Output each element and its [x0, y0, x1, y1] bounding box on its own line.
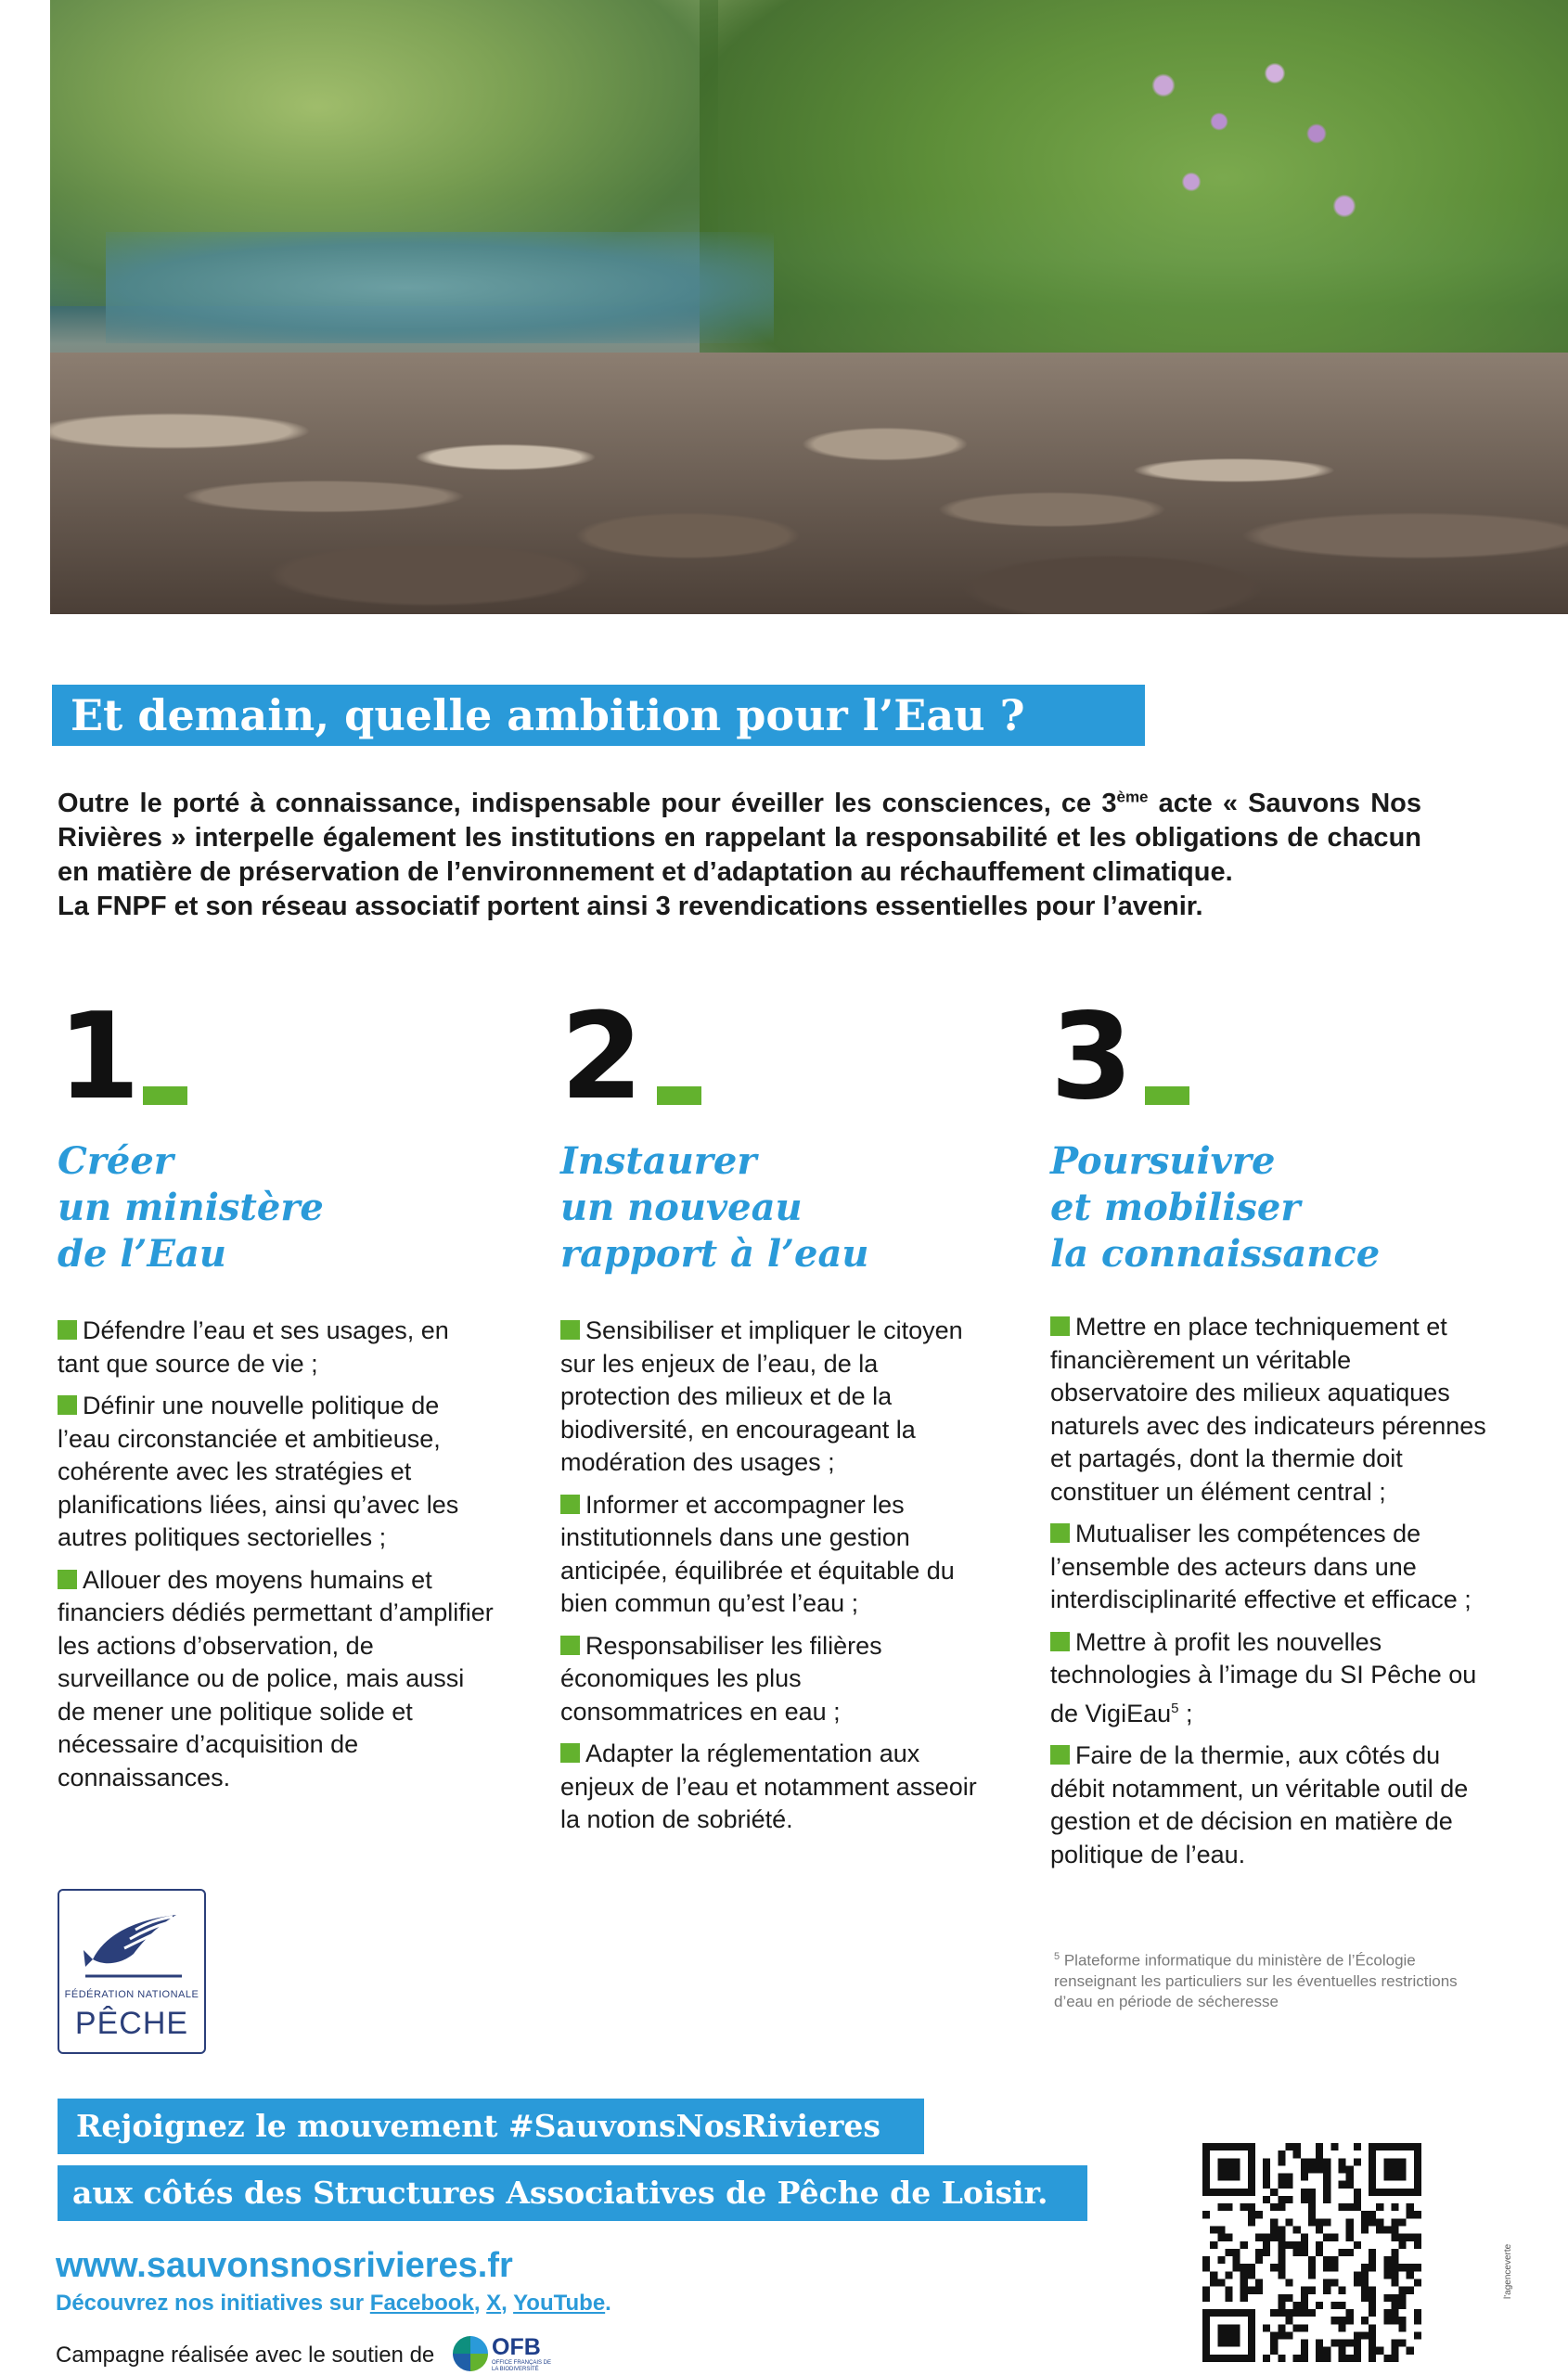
- green-dash: [1145, 1086, 1189, 1105]
- list-item: [560, 1738, 987, 1837]
- intro-text: [58, 787, 1421, 924]
- demand-title: [560, 1138, 987, 1277]
- demand-list: [1050, 1311, 1486, 1871]
- qr-code-icon: [1202, 2143, 1421, 2362]
- green-square-bullet: [1050, 1316, 1070, 1336]
- footnote: [1054, 1946, 1490, 2012]
- green-square-bullet: [1050, 1523, 1070, 1543]
- river-stones: [50, 353, 1568, 614]
- green-dash: [657, 1086, 701, 1105]
- list-item-text: Responsabiliser les filières économiques les plus consommatrices en eau ;: [560, 1631, 882, 1726]
- demand-list: [58, 1315, 494, 1794]
- intro-p1-a: Outre le porté à connaissance, indispensable pour éveiller les consciences, ce 3: [58, 789, 1117, 818]
- flowers: [1108, 37, 1386, 278]
- footnote-text: Plateforme informatique du ministère de l’Écologie renseignant les particuliers sur les éventuelles restrictions d’eau en période de sécheresse: [1054, 1951, 1458, 2010]
- list-item-text: Allouer des moyens humains et financiers dédiés permettant d’amplifier les actions d’observation, de surveillance ou de police, mais aussi de mener une politique solide et nécessaire d’acquisition de connaissances.: [58, 1565, 494, 1791]
- number-text: 3: [1050, 988, 1132, 1126]
- list-item-text: Mettre à profit les nouvelles technologies à l’image du SI Pêche ou de VigiEau: [1050, 1627, 1477, 1727]
- demand-column-1: [58, 988, 494, 1804]
- social-suffix: .: [605, 2291, 611, 2316]
- intro-p1-b: acte « Sauvons Nos Rivières » interpelle également les institutions en rappelant la responsabilité et les obligations de chacun en matière de préservation de l’environnement et d’adaptation au réchauffement climatique.: [58, 789, 1422, 887]
- demand-column-3: [1050, 988, 1486, 1881]
- intro-paragraph-1: [58, 787, 1421, 890]
- green-square-bullet: [560, 1743, 580, 1763]
- logo-line-1: FÉDÉRATION NATIONALE: [64, 1989, 199, 2000]
- social-prefix: Découvrez nos initiatives sur: [56, 2291, 370, 2316]
- social-line: [56, 2290, 611, 2317]
- separator: ,: [473, 2291, 487, 2316]
- section-heading: Et demain, quelle ambition pour l’Eau ?: [52, 685, 1145, 746]
- title-line: un ministère: [58, 1186, 324, 1229]
- ofb-subtitle: OFFICE FRANÇAIS DE LA BIODIVERSITÉ: [492, 2360, 552, 2372]
- title-line: Poursuivre: [1050, 1139, 1276, 1183]
- title-line: de l’Eau: [58, 1232, 226, 1276]
- x-link[interactable]: X: [486, 2291, 502, 2316]
- title-line: la connaissance: [1050, 1232, 1381, 1276]
- green-square-bullet: [58, 1570, 77, 1589]
- demand-title: [58, 1138, 494, 1277]
- number-text: 2: [560, 988, 642, 1126]
- demand-list: [560, 1315, 987, 1837]
- list-item: [1050, 1626, 1486, 1731]
- footnote-ref: 5: [1171, 1700, 1179, 1716]
- youtube-link[interactable]: YouTube: [513, 2291, 606, 2316]
- list-item: [560, 1315, 987, 1480]
- fish-icon: [80, 1902, 187, 1987]
- cta-banner-2: aux côtés des Structures Associatives de Pêche de Loisir.: [58, 2165, 1087, 2221]
- list-item: [1050, 1740, 1486, 1871]
- credit-text: Campagne réalisée avec le soutien de: [56, 2343, 435, 2368]
- list-item-text: Sensibiliser et impliquer le citoyen sur les enjeux de l’eau, de la protection des milieux et de la biodiversité, en encourageant la modération des usages ;: [560, 1316, 963, 1476]
- list-item: [58, 1315, 494, 1380]
- number-text: 1: [58, 988, 139, 1126]
- demand-title: [1050, 1138, 1486, 1277]
- green-square-bullet: [58, 1395, 77, 1415]
- facebook-link[interactable]: Facebook: [369, 2291, 474, 2316]
- list-item-end: ;: [1178, 1699, 1193, 1727]
- green-square-bullet: [560, 1320, 580, 1340]
- ofb-logo: [453, 2334, 551, 2373]
- green-square-bullet: [58, 1320, 77, 1340]
- green-square-bullet: [1050, 1745, 1070, 1765]
- list-item: [58, 1564, 494, 1795]
- website-link[interactable]: www.sauvonsnosrivieres.fr: [56, 2246, 513, 2285]
- title-line: et mobiliser: [1050, 1186, 1301, 1229]
- list-item-text: Définir une nouvelle politique de l’eau circonstanciée et ambitieuse, cohérente avec les stratégies et planifications liées, ainsi qu’avec les autres politiques sectorielles ;: [58, 1392, 459, 1551]
- agency-credit: l'agenceverte: [1503, 2243, 1513, 2299]
- green-square-bullet: [560, 1495, 580, 1514]
- list-item-text: Défendre l’eau et ses usages, en tant que source de vie ;: [58, 1316, 449, 1378]
- intro-paragraph-2: La FNPF et son réseau associatif portent ainsi 3 revendications essentielles pour l’avenir.: [58, 892, 1203, 921]
- green-dash: [143, 1086, 187, 1105]
- ofb-name: OFB: [492, 2334, 541, 2360]
- list-item: [58, 1390, 494, 1555]
- title-line: rapport à l’eau: [560, 1232, 869, 1276]
- hero-photo: [50, 0, 1568, 614]
- list-item: [560, 1630, 987, 1729]
- demand-column-2: [560, 988, 987, 1846]
- demand-number: [1050, 988, 1486, 1126]
- river-water: [106, 232, 774, 343]
- list-item-text: Informer et accompagner les institutionnels dans une gestion anticipée, équilibrée et équitable du bien commun qu’est l’eau ;: [560, 1490, 955, 1617]
- ofb-logo-icon: [453, 2336, 488, 2371]
- green-square-bullet: [560, 1636, 580, 1655]
- list-item-text: Faire de la thermie, aux côtés du débit notamment, un véritable outil de gestion et de décision en matière de politique de l’eau.: [1050, 1741, 1469, 1868]
- list-item: [560, 1489, 987, 1621]
- cta-banner-1: Rejoignez le mouvement #SauvonsNosRivieres: [58, 2099, 924, 2154]
- demand-number: [58, 988, 494, 1126]
- title-line: un nouveau: [560, 1186, 803, 1229]
- title-line: Créer: [58, 1139, 174, 1183]
- footnote-mark: 5: [1054, 1951, 1060, 1962]
- intro-p1-sup: ème: [1116, 788, 1149, 806]
- separator: ,: [501, 2291, 514, 2316]
- demand-number: [560, 988, 987, 1126]
- list-item-text: Adapter la réglementation aux enjeux de l’eau et notamment asseoir la notion de sobriété.: [560, 1740, 977, 1833]
- qr-code[interactable]: [1202, 2143, 1421, 2362]
- green-square-bullet: [1050, 1632, 1070, 1651]
- list-item-text: Mutualiser les compétences de l’ensemble des acteurs dans une interdisciplinarité effective et efficace ;: [1050, 1520, 1472, 1613]
- list-item-text: Mettre en place techniquement et financièrement un véritable observatoire des milieux aquatiques naturels avec des indicateurs pérennes et partagés, dont la thermie doit constituer un élément central ;: [1050, 1313, 1486, 1506]
- list-item: [1050, 1518, 1486, 1617]
- title-line: Instaurer: [560, 1139, 757, 1183]
- logo-line-2: PÊCHE: [74, 2006, 189, 2041]
- fnpf-logo: [58, 1889, 206, 2054]
- list-item: [1050, 1311, 1486, 1508]
